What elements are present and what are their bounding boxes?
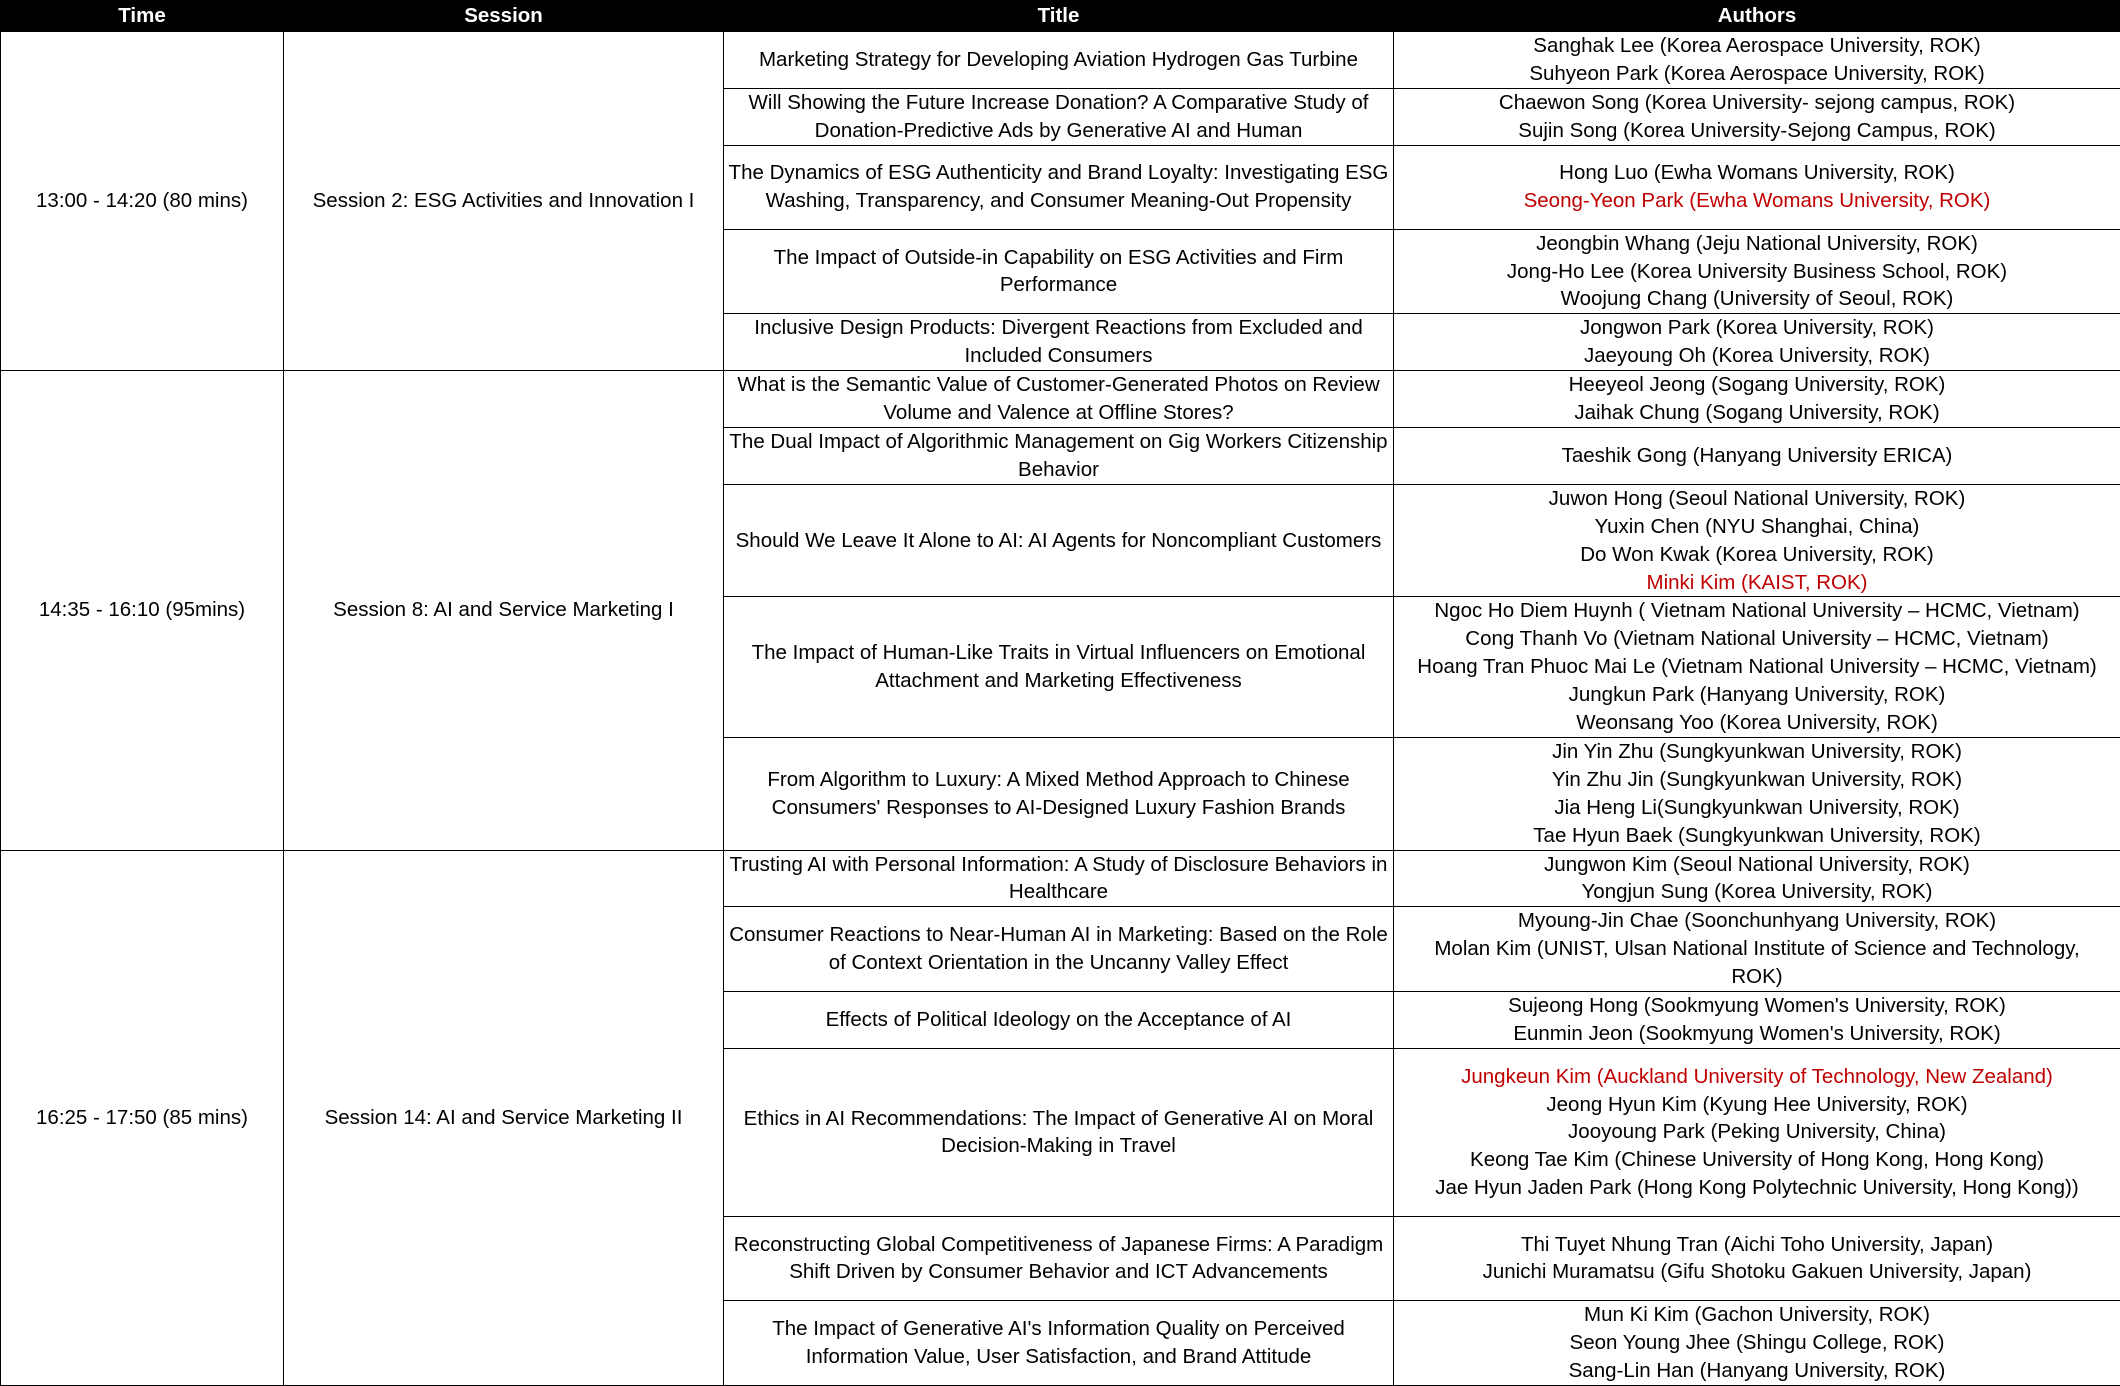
header-session: Session xyxy=(284,1,724,32)
author-name: Jungkun Park (Hanyang University, ROK) xyxy=(1397,681,2117,709)
author-name: Weonsang Yoo (Korea University, ROK) xyxy=(1397,709,2117,737)
author-name: Sang-Lin Han (Hanyang University, ROK) xyxy=(1397,1357,2117,1385)
paper-authors xyxy=(1394,907,2120,992)
author-name: Jeongbin Whang (Jeju National University, ROK) xyxy=(1397,230,2117,258)
paper-title: Inclusive Design Products: Divergent Reactions from Excluded and Included Consumers xyxy=(724,314,1394,371)
author-name: Molan Kim (UNIST, Ulsan National Institute of Science and Technology, xyxy=(1397,935,2117,963)
paper-authors xyxy=(1394,145,2120,229)
paper-authors xyxy=(1394,32,2120,89)
author-name: Yongjun Sung (Korea University, ROK) xyxy=(1397,878,2117,906)
author-name: Yin Zhu Jin (Sungkyunkwan University, ROK) xyxy=(1397,766,2117,794)
paper-title: Should We Leave It Alone to AI: AI Agents for Noncompliant Customers xyxy=(724,484,1394,597)
paper-authors xyxy=(1394,484,2120,597)
author-name: Jae Hyun Jaden Park (Hong Kong Polytechnic University, Hong Kong)) xyxy=(1397,1174,2117,1202)
paper-title: Reconstructing Global Competitiveness of Japanese Firms: A Paradigm Shift Driven by Consumer Behavior and ICT Advancements xyxy=(724,1216,1394,1300)
author-name: Hong Luo (Ewha Womans University, ROK) xyxy=(1397,159,2117,187)
author-name: Keong Tae Kim (Chinese University of Hong Kong, Hong Kong) xyxy=(1397,1146,2117,1174)
paper-title: What is the Semantic Value of Customer-Generated Photos on Review Volume and Valence at Offline Stores? xyxy=(724,371,1394,428)
author-name-highlighted: Seong-Yeon Park (Ewha Womans University, ROK) xyxy=(1397,187,2117,215)
author-name: Thi Tuyet Nhung Tran (Aichi Toho University, Japan) xyxy=(1397,1231,2117,1259)
header-authors: Authors xyxy=(1394,1,2120,32)
author-name: Ngoc Ho Diem Huynh ( Vietnam National University – HCMC, Vietnam) xyxy=(1397,597,2117,625)
table-row xyxy=(1,371,2120,428)
author-name: Eunmin Jeon (Sookmyung Women's University, ROK) xyxy=(1397,1020,2117,1048)
author-name: ROK) xyxy=(1397,963,2117,991)
author-name: Tae Hyun Baek (Sungkyunkwan University, ROK) xyxy=(1397,822,2117,850)
schedule-body xyxy=(1,32,2120,1386)
paper-title: From Algorithm to Luxury: A Mixed Method Approach to Chinese Consumers' Responses to AI-Designed Luxury Fashion Brands xyxy=(724,737,1394,850)
author-name: Jaihak Chung (Sogang University, ROK) xyxy=(1397,399,2117,427)
author-name: Mun Ki Kim (Gachon University, ROK) xyxy=(1397,1301,2117,1329)
author-name: Suhyeon Park (Korea Aerospace University, ROK) xyxy=(1397,60,2117,88)
author-name-highlighted: Minki Kim (KAIST, ROK) xyxy=(1397,569,2117,597)
author-name: Taeshik Gong (Hanyang University ERICA) xyxy=(1397,442,2117,470)
paper-authors xyxy=(1394,1048,2120,1216)
table-row xyxy=(1,32,2120,89)
paper-authors xyxy=(1394,850,2120,907)
author-name: Sanghak Lee (Korea Aerospace University, ROK) xyxy=(1397,32,2117,60)
author-name: Jungwon Kim (Seoul National University, ROK) xyxy=(1397,851,2117,879)
paper-title: The Dual Impact of Algorithmic Management on Gig Workers Citizenship Behavior xyxy=(724,427,1394,484)
author-name: Jaeyoung Oh (Korea University, ROK) xyxy=(1397,342,2117,370)
author-name: Woojung Chang (University of Seoul, ROK) xyxy=(1397,285,2117,313)
paper-authors xyxy=(1394,371,2120,428)
author-name-highlighted: Jungkeun Kim (Auckland University of Technology, New Zealand) xyxy=(1397,1063,2117,1091)
author-name: Do Won Kwak (Korea University, ROK) xyxy=(1397,541,2117,569)
header-time: Time xyxy=(1,1,284,32)
author-name: Hoang Tran Phuoc Mai Le (Vietnam National University – HCMC, Vietnam) xyxy=(1397,653,2117,681)
author-name: Jin Yin Zhu (Sungkyunkwan University, ROK) xyxy=(1397,738,2117,766)
paper-title: Ethics in AI Recommendations: The Impact of Generative AI on Moral Decision-Making in Travel xyxy=(724,1048,1394,1216)
session-time: 16:25 - 17:50 (85 mins) xyxy=(1,850,284,1385)
author-name: Jooyoung Park (Peking University, China) xyxy=(1397,1118,2117,1146)
paper-title: The Impact of Outside-in Capability on ESG Activities and Firm Performance xyxy=(724,229,1394,314)
author-name: Seon Young Jhee (Shingu College, ROK) xyxy=(1397,1329,2117,1357)
session-time: 13:00 - 14:20 (80 mins) xyxy=(1,32,284,371)
header-row xyxy=(1,1,2120,32)
paper-title: The Impact of Generative AI's Information Quality on Perceived Information Value, User Satisfaction, and Brand Attitude xyxy=(724,1300,1394,1385)
session-name: Session 14: AI and Service Marketing II xyxy=(284,850,724,1385)
table-row xyxy=(1,850,2120,907)
author-name: Yuxin Chen (NYU Shanghai, China) xyxy=(1397,513,2117,541)
paper-authors xyxy=(1394,229,2120,314)
author-name: Jong-Ho Lee (Korea University Business School, ROK) xyxy=(1397,258,2117,286)
paper-authors xyxy=(1394,992,2120,1049)
paper-title: The Dynamics of ESG Authenticity and Brand Loyalty: Investigating ESG Washing, Transparency, and Consumer Meaning-Out Propensity xyxy=(724,145,1394,229)
author-name: Jeong Hyun Kim (Kyung Hee University, ROK) xyxy=(1397,1091,2117,1119)
author-name: Myoung-Jin Chae (Soonchunhyang University, ROK) xyxy=(1397,907,2117,935)
paper-title: Effects of Political Ideology on the Acceptance of AI xyxy=(724,992,1394,1049)
author-name: Junichi Muramatsu (Gifu Shotoku Gakuen University, Japan) xyxy=(1397,1258,2117,1286)
author-name: Heeyeol Jeong (Sogang University, ROK) xyxy=(1397,371,2117,399)
session-time: 14:35 - 16:10 (95mins) xyxy=(1,371,284,850)
paper-authors xyxy=(1394,737,2120,850)
author-name: Chaewon Song (Korea University- sejong campus, ROK) xyxy=(1397,89,2117,117)
paper-authors xyxy=(1394,88,2120,145)
author-name: Juwon Hong (Seoul National University, ROK) xyxy=(1397,485,2117,513)
paper-title: Consumer Reactions to Near-Human AI in Marketing: Based on the Role of Context Orientation in the Uncanny Valley Effect xyxy=(724,907,1394,992)
paper-authors xyxy=(1394,1300,2120,1385)
paper-authors xyxy=(1394,314,2120,371)
paper-title: Marketing Strategy for Developing Aviation Hydrogen Gas Turbine xyxy=(724,32,1394,89)
paper-title: Trusting AI with Personal Information: A Study of Disclosure Behaviors in Healthcare xyxy=(724,850,1394,907)
author-name: Jia Heng Li(Sungkyunkwan University, ROK) xyxy=(1397,794,2117,822)
session-name: Session 2: ESG Activities and Innovation I xyxy=(284,32,724,371)
header-title: Title xyxy=(724,1,1394,32)
author-name: Sujin Song (Korea University-Sejong Campus, ROK) xyxy=(1397,117,2117,145)
paper-title: Will Showing the Future Increase Donation? A Comparative Study of Donation-Predictive Ads by Generative AI and Human xyxy=(724,88,1394,145)
author-name: Jongwon Park (Korea University, ROK) xyxy=(1397,314,2117,342)
paper-authors xyxy=(1394,427,2120,484)
paper-title: The Impact of Human-Like Traits in Virtual Influencers on Emotional Attachment and Marketing Effectiveness xyxy=(724,597,1394,738)
paper-authors xyxy=(1394,597,2120,738)
session-name: Session 8: AI and Service Marketing I xyxy=(284,371,724,850)
author-name: Cong Thanh Vo (Vietnam National University – HCMC, Vietnam) xyxy=(1397,625,2117,653)
author-name: Sujeong Hong (Sookmyung Women's University, ROK) xyxy=(1397,992,2117,1020)
paper-authors xyxy=(1394,1216,2120,1300)
